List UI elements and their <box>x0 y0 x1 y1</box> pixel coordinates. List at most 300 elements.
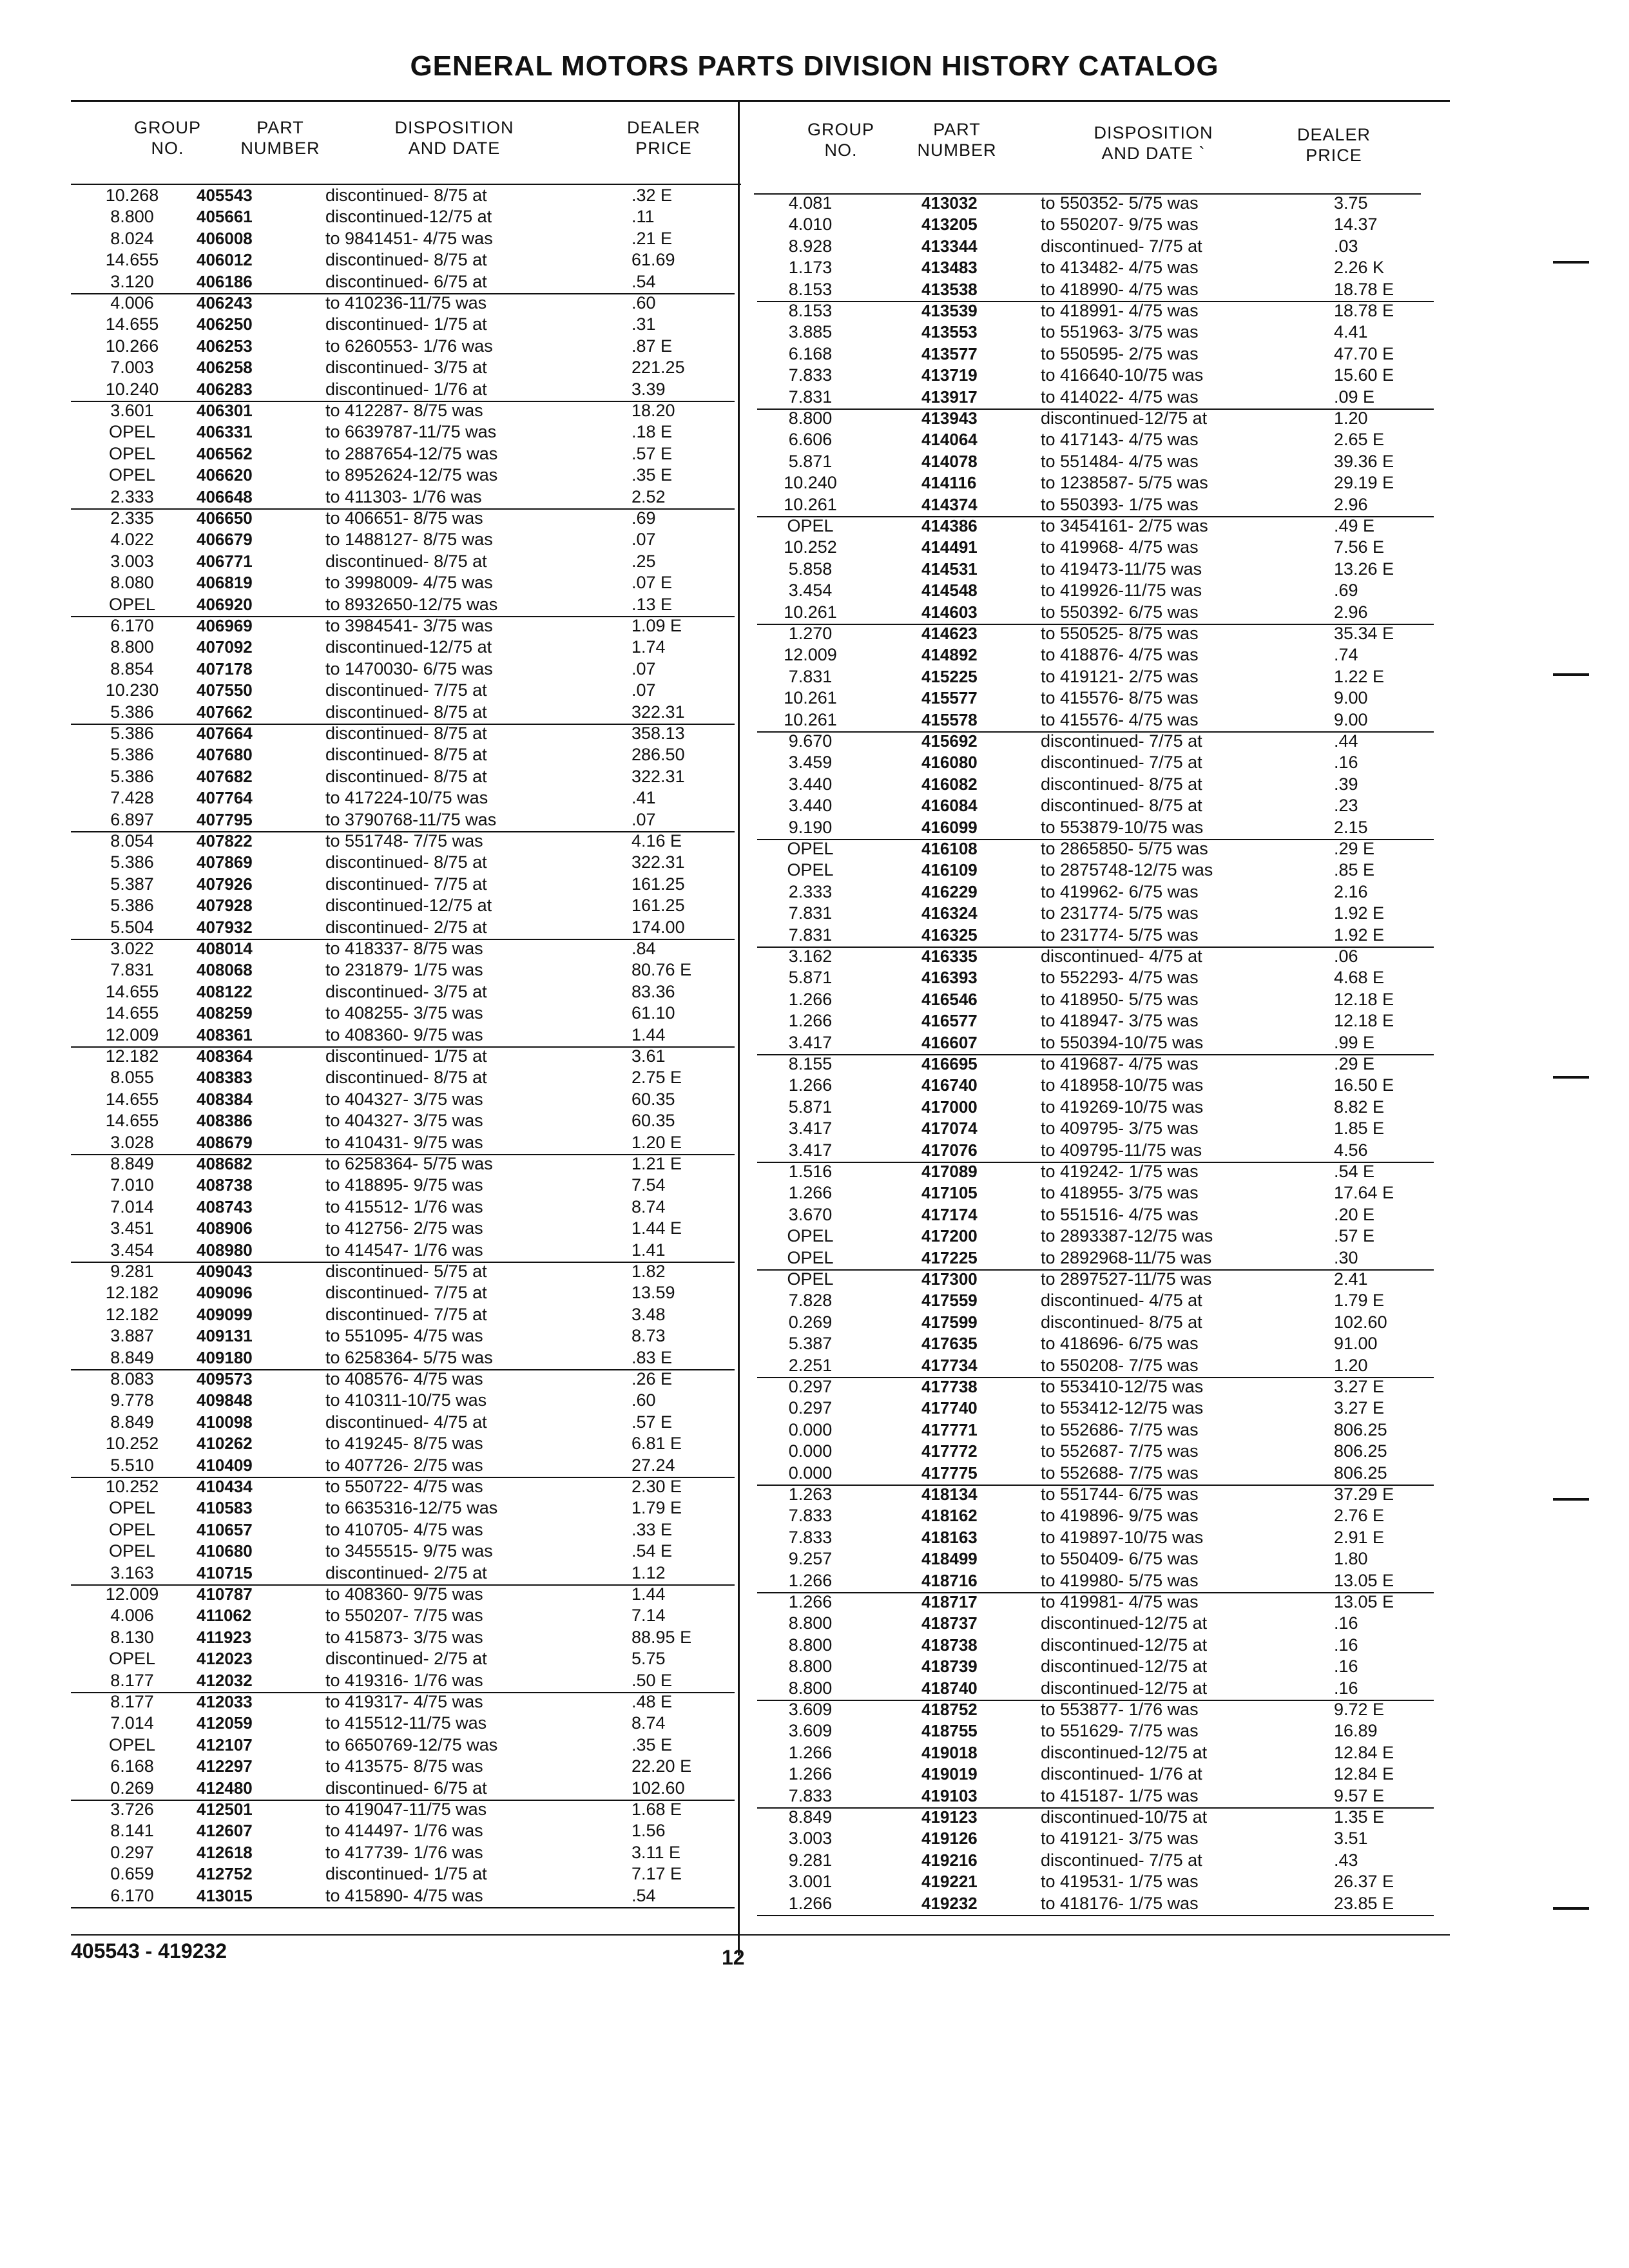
dealer-price: .30 <box>1334 1247 1358 1267</box>
disposition: to 412287- 8/75 was <box>325 401 483 420</box>
group-no: 5.871 <box>788 1097 833 1117</box>
disposition: to 9841451- 4/75 was <box>325 228 493 248</box>
part-number: 406186 <box>197 271 253 291</box>
group-no: 7.831 <box>788 387 833 407</box>
table-row <box>757 925 1434 948</box>
group-no: 3.454 <box>110 1240 154 1260</box>
group-no: OPEL <box>108 1735 156 1754</box>
group-no: 14.655 <box>105 314 159 334</box>
table-row <box>757 667 1434 688</box>
table-row <box>757 1850 1434 1872</box>
part-number: 417734 <box>921 1355 978 1375</box>
table-row <box>71 788 735 809</box>
table-row <box>757 1571 1434 1593</box>
disposition: to 419047-11/75 was <box>325 1800 487 1819</box>
table-row <box>757 1312 1434 1334</box>
table-row <box>71 358 735 379</box>
disposition: to 3455515- 9/75 was <box>325 1541 493 1561</box>
part-number: 406283 <box>197 379 253 399</box>
table-row <box>757 818 1434 840</box>
dealer-price: 22.20 E <box>631 1756 692 1776</box>
table-row <box>757 537 1434 559</box>
dealer-price: 1.20 E <box>631 1132 682 1152</box>
part-number: 407682 <box>197 766 253 786</box>
dealer-price: .35 E <box>631 465 673 485</box>
part-number: 410434 <box>197 1477 253 1496</box>
group-no: 7.828 <box>788 1291 833 1311</box>
disposition: to 412756- 2/75 was <box>325 1218 483 1238</box>
group-no: 3.163 <box>110 1562 154 1582</box>
part-number: 413539 <box>921 301 978 320</box>
dealer-price: .23 <box>1334 796 1358 816</box>
table-row <box>757 1829 1434 1850</box>
dealer-price: 13.05 E <box>1334 1570 1394 1590</box>
part-number: 411923 <box>197 1627 252 1647</box>
part-number: 418162 <box>921 1506 978 1526</box>
part-number: 409573 <box>197 1369 253 1389</box>
disposition: to 553877- 1/76 was <box>1041 1700 1199 1719</box>
group-no: OPEL <box>787 839 834 858</box>
dealer-price: 3.75 <box>1334 193 1368 213</box>
part-number: 417200 <box>921 1226 978 1246</box>
group-no: OPEL <box>108 465 156 485</box>
table-row <box>757 1807 1434 1829</box>
dealer-price: 1.09 E <box>631 616 682 635</box>
group-no: 14.655 <box>105 981 159 1001</box>
group-no: 14.655 <box>105 1111 159 1131</box>
dealer-price: .13 E <box>631 594 673 614</box>
dealer-price: 12.84 E <box>1334 1764 1394 1784</box>
disposition: to 550392- 6/75 was <box>1041 602 1199 622</box>
group-no: 5.387 <box>110 874 154 894</box>
group-no: 4.081 <box>788 193 833 213</box>
part-number: 408682 <box>197 1154 253 1173</box>
group-no: 10.230 <box>105 680 159 700</box>
dealer-price: 2.96 <box>1334 602 1368 622</box>
table-row <box>71 422 735 443</box>
dealer-price: 6.81 E <box>631 1434 682 1454</box>
dealer-price: .33 E <box>631 1519 673 1539</box>
disposition: discontinued- 8/75 at <box>325 1068 487 1088</box>
dealer-price: 35.34 E <box>1334 624 1394 643</box>
table-row <box>71 1434 735 1455</box>
part-number: 407178 <box>197 658 253 678</box>
dealer-price: 806.25 <box>1334 1419 1387 1439</box>
left-part-header: PART NUMBER <box>240 118 320 158</box>
part-number: 414078 <box>921 451 978 471</box>
dealer-price: .03 <box>1334 236 1358 256</box>
table-row <box>71 1821 735 1842</box>
dealer-price: .60 <box>631 293 656 312</box>
dealer-price: .83 E <box>631 1347 673 1367</box>
disposition: discontinued-12/75 at <box>325 637 492 657</box>
disposition: to 1470030- 6/75 was <box>325 658 493 678</box>
table-row <box>71 982 735 1003</box>
dealer-price: .20 E <box>1334 1204 1375 1224</box>
disposition: to 553412-12/75 was <box>1041 1398 1204 1418</box>
group-no: 8.849 <box>788 1807 833 1827</box>
disposition: discontinued-12/75 at <box>1041 1613 1208 1633</box>
table-row <box>71 724 735 745</box>
part-number: 412107 <box>197 1735 253 1754</box>
group-no: 10.240 <box>105 379 159 399</box>
part-number: 416080 <box>921 753 978 773</box>
dealer-price: 1.20 <box>1334 408 1368 428</box>
disposition: to 419316- 1/76 was <box>325 1670 483 1690</box>
disposition: to 418958-10/75 was <box>1041 1075 1204 1095</box>
part-number: 406331 <box>197 422 253 442</box>
disposition: to 408360- 9/75 was <box>325 1584 483 1604</box>
dealer-price: 102.60 <box>631 1778 685 1798</box>
disposition: to 413482- 4/75 was <box>1041 258 1199 278</box>
part-number: 413205 <box>921 215 978 235</box>
disposition: to 414497- 1/76 was <box>325 1821 483 1841</box>
group-no: 8.800 <box>788 1635 833 1655</box>
dealer-price: .16 <box>1334 1613 1358 1633</box>
disposition: discontinued- 3/75 at <box>325 981 487 1001</box>
group-no: 8.024 <box>110 228 154 248</box>
table-row <box>71 465 735 486</box>
table-row <box>757 1463 1434 1486</box>
dealer-price: .07 E <box>631 573 673 593</box>
part-number: 418163 <box>921 1527 978 1547</box>
group-no: OPEL <box>108 1541 156 1561</box>
dealer-price: 3.11 E <box>631 1842 681 1862</box>
dealer-price: 5.75 <box>631 1649 666 1669</box>
group-no: 0.000 <box>788 1419 833 1439</box>
table-row <box>71 1778 735 1801</box>
group-no: 7.831 <box>788 925 833 945</box>
part-number: 413483 <box>921 258 978 278</box>
disposition: discontinued- 1/76 at <box>1041 1764 1202 1784</box>
part-number: 406969 <box>197 616 253 635</box>
dealer-price: 16.50 E <box>1334 1075 1394 1095</box>
group-no: OPEL <box>108 443 156 463</box>
group-no: 14.655 <box>105 250 159 270</box>
table-row <box>71 595 735 617</box>
table-row <box>757 774 1434 796</box>
table-row <box>71 250 735 271</box>
group-no: 8.083 <box>110 1369 154 1389</box>
part-number: 417771 <box>921 1419 978 1439</box>
disposition: to 408255- 3/75 was <box>325 1003 483 1023</box>
disposition: discontinued-12/75 at <box>1041 1742 1208 1762</box>
dealer-price: 12.84 E <box>1334 1742 1394 1762</box>
group-no: 10.252 <box>105 1477 159 1496</box>
disposition: to 418955- 3/75 was <box>1041 1183 1199 1203</box>
part-number: 418739 <box>921 1657 978 1677</box>
table-row <box>71 939 735 960</box>
part-number: 409099 <box>197 1304 253 1324</box>
dealer-price: 2.30 E <box>631 1477 682 1496</box>
table-row <box>757 1269 1434 1291</box>
part-number: 413553 <box>921 322 978 342</box>
group-no: 8.854 <box>110 658 154 678</box>
table-row <box>71 1606 735 1627</box>
disposition: to 418895- 9/75 was <box>325 1175 483 1195</box>
part-number: 419019 <box>921 1764 978 1784</box>
dealer-price: 26.37 E <box>1334 1872 1394 1892</box>
part-number: 408122 <box>197 981 253 1001</box>
disposition: to 2865850- 5/75 was <box>1041 839 1208 858</box>
part-number: 406650 <box>197 508 253 528</box>
group-no: 1.266 <box>788 1764 833 1784</box>
group-no: 0.297 <box>788 1377 833 1396</box>
group-no: 3.601 <box>110 401 154 420</box>
disposition: to 418950- 5/75 was <box>1041 989 1199 1009</box>
dealer-price: 1.20 <box>1334 1355 1368 1375</box>
group-no: OPEL <box>787 1226 834 1246</box>
table-row <box>71 1800 735 1821</box>
table-row <box>757 882 1434 903</box>
dealer-price: 806.25 <box>1334 1463 1387 1483</box>
group-no: 8.177 <box>110 1692 154 1711</box>
disposition: discontinued- 8/75 at <box>325 745 487 765</box>
part-number: 413943 <box>921 408 978 428</box>
group-no: 10.261 <box>784 602 837 622</box>
table-row <box>757 215 1434 236</box>
part-number: 407869 <box>197 852 253 872</box>
part-number: 417174 <box>921 1204 978 1224</box>
part-number: 412297 <box>197 1756 253 1776</box>
part-number: 408014 <box>197 939 253 958</box>
part-number: 412059 <box>197 1713 253 1733</box>
part-number: 416324 <box>921 903 978 923</box>
dealer-price: 29.19 E <box>1334 473 1394 493</box>
table-row <box>757 1613 1434 1635</box>
disposition: to 550595- 2/75 was <box>1041 343 1199 363</box>
dealer-price: 8.74 <box>631 1713 666 1733</box>
part-number: 412618 <box>197 1842 253 1862</box>
group-no: 4.006 <box>110 1606 154 1626</box>
disposition: to 6258364- 5/75 was <box>325 1347 493 1367</box>
table-row <box>71 1671 735 1693</box>
disposition: to 415576- 4/75 was <box>1041 709 1199 729</box>
group-no: 1.266 <box>788 1183 833 1203</box>
table-row <box>757 1291 1434 1312</box>
part-number: 406008 <box>197 228 253 248</box>
disposition: discontinued-12/75 at <box>1041 1635 1208 1655</box>
table-row <box>757 968 1434 989</box>
disposition: to 419687- 4/75 was <box>1041 1054 1199 1073</box>
table-row <box>757 1119 1434 1140</box>
dealer-price: 322.31 <box>631 766 685 786</box>
part-number: 418737 <box>921 1613 978 1633</box>
dealer-price: 1.85 E <box>1334 1119 1385 1139</box>
part-number: 409180 <box>197 1347 253 1367</box>
table-row <box>71 229 735 250</box>
part-number: 418499 <box>921 1549 978 1569</box>
disposition: to 419926-11/75 was <box>1041 581 1202 601</box>
dealer-price: .16 <box>1334 1678 1358 1698</box>
dealer-price: 8.82 E <box>1334 1097 1385 1117</box>
group-no: 8.141 <box>110 1821 154 1841</box>
disposition: discontinued- 4/75 at <box>325 1412 487 1432</box>
dealer-price: 3.51 <box>1334 1829 1368 1849</box>
disposition: to 408576- 4/75 was <box>325 1369 483 1389</box>
dealer-price: .54 <box>631 1885 656 1905</box>
disposition: discontinued- 8/75 at <box>325 250 487 270</box>
table-row <box>757 624 1434 645</box>
group-no: 8.800 <box>788 1613 833 1633</box>
dealer-price: .54 <box>631 271 656 291</box>
disposition: to 552688- 7/75 was <box>1041 1463 1199 1483</box>
table-row <box>757 1356 1434 1378</box>
dealer-price: 7.14 <box>631 1606 666 1626</box>
table-row <box>757 473 1434 494</box>
part-number: 418752 <box>921 1700 978 1719</box>
disposition: discontinued- 3/75 at <box>325 358 487 378</box>
group-no: 3.440 <box>788 796 833 816</box>
group-no: 10.261 <box>784 709 837 729</box>
group-no: 6.897 <box>110 809 154 829</box>
dealer-price: .69 <box>631 508 656 528</box>
dealer-price: 1.22 E <box>1334 666 1385 686</box>
part-number: 414386 <box>921 516 978 535</box>
part-number: 409043 <box>197 1262 253 1281</box>
group-no: 5.871 <box>788 968 833 988</box>
table-row <box>71 1175 735 1196</box>
dealer-price: 2.65 E <box>1334 430 1385 450</box>
table-row <box>71 1326 735 1347</box>
table-row <box>757 1721 1434 1742</box>
disposition: to 551095- 4/75 was <box>325 1326 483 1346</box>
dealer-price: 2.91 E <box>1334 1527 1385 1547</box>
part-number: 410787 <box>197 1584 253 1604</box>
part-number: 408980 <box>197 1240 253 1260</box>
group-no: 7.833 <box>788 1506 833 1526</box>
group-no: 3.459 <box>788 753 833 773</box>
group-no: 6.606 <box>788 430 833 450</box>
dealer-price: .57 E <box>631 443 673 463</box>
group-no: 9.670 <box>788 731 833 751</box>
part-number: 414116 <box>921 473 977 493</box>
part-number: 416082 <box>921 774 978 794</box>
part-number: 410715 <box>197 1562 253 1582</box>
disposition: to 551744- 6/75 was <box>1041 1485 1199 1504</box>
disposition: to 6650769-12/75 was <box>325 1735 498 1754</box>
part-number: 412607 <box>197 1821 253 1841</box>
right-disp-header: DISPOSITION AND DATE ` <box>1094 123 1213 163</box>
group-no: 8.153 <box>788 279 833 299</box>
dealer-price: .25 <box>631 551 656 571</box>
table-row <box>757 1420 1434 1441</box>
part-number: 405543 <box>197 186 253 205</box>
group-no: 0.000 <box>788 1463 833 1483</box>
part-number: 414374 <box>921 494 978 514</box>
part-number: 417105 <box>921 1183 978 1203</box>
group-no: 5.510 <box>110 1455 154 1475</box>
table-row <box>757 344 1434 365</box>
part-number: 416229 <box>921 881 978 901</box>
disposition: to 418991- 4/75 was <box>1041 301 1199 320</box>
dealer-price: .60 <box>631 1390 656 1410</box>
table-row <box>757 1549 1434 1570</box>
disposition: to 1238587- 5/75 was <box>1041 473 1208 493</box>
dealer-price: 2.75 E <box>631 1068 682 1088</box>
dealer-price: 161.25 <box>631 874 685 894</box>
dealer-price: .50 E <box>631 1670 673 1690</box>
disposition: discontinued- 8/75 at <box>1041 796 1202 816</box>
table-row <box>757 1764 1434 1785</box>
disposition: to 6260553- 1/76 was <box>325 336 493 356</box>
group-no: 5.871 <box>788 451 833 471</box>
group-no: 3.003 <box>110 551 154 571</box>
part-number: 416108 <box>921 839 978 858</box>
disposition: to 419269-10/75 was <box>1041 1097 1204 1117</box>
disposition: to 418337- 8/75 was <box>325 939 483 958</box>
group-no: 8.800 <box>110 207 154 227</box>
dealer-price: 322.31 <box>631 702 685 722</box>
dealer-price: 1.74 <box>631 637 666 657</box>
part-number: 416335 <box>921 947 978 966</box>
disposition: to 409795- 3/75 was <box>1041 1119 1199 1139</box>
table-row <box>757 1097 1434 1119</box>
part-number: 412480 <box>197 1778 253 1798</box>
disposition: to 550208- 7/75 was <box>1041 1355 1199 1375</box>
disposition: to 553879-10/75 was <box>1041 817 1204 837</box>
table-row <box>71 1713 735 1735</box>
table-row <box>71 831 735 852</box>
table-row <box>71 874 735 896</box>
dealer-price: .87 E <box>631 336 673 356</box>
disposition: discontinued- 6/75 at <box>325 1778 487 1798</box>
table-row <box>757 559 1434 581</box>
group-no: 5.386 <box>110 745 154 765</box>
table-row <box>71 1197 735 1218</box>
table-row <box>71 1498 735 1519</box>
disposition: to 6635316-12/75 was <box>325 1498 498 1518</box>
margin-mark <box>1553 1498 1589 1501</box>
table-row <box>71 1154 735 1175</box>
table-row <box>757 1894 1434 1916</box>
table-row <box>757 1334 1434 1355</box>
part-number: 410262 <box>197 1434 253 1454</box>
table-row <box>757 731 1434 753</box>
disposition: to 419896- 9/75 was <box>1041 1506 1199 1526</box>
part-number: 417074 <box>921 1119 978 1139</box>
part-number: 407926 <box>197 874 253 894</box>
dealer-price: 1.79 E <box>631 1498 682 1518</box>
group-no: 3.609 <box>788 1700 833 1719</box>
part-number: 408738 <box>197 1175 253 1195</box>
group-no: 2.333 <box>110 486 154 506</box>
part-number: 416695 <box>921 1054 978 1073</box>
disposition: discontinued- 4/75 at <box>1041 947 1202 966</box>
group-no: 7.833 <box>788 1785 833 1805</box>
disposition: to 415576- 8/75 was <box>1041 688 1199 708</box>
part-number: 407764 <box>197 788 253 808</box>
disposition: discontinued- 2/75 at <box>325 917 487 937</box>
dealer-price: .84 <box>631 939 656 958</box>
dealer-price: 161.25 <box>631 896 685 916</box>
dealer-price: 102.60 <box>1334 1312 1387 1332</box>
dealer-price: 9.57 E <box>1334 1785 1385 1805</box>
part-number: 418716 <box>921 1570 978 1590</box>
table-row <box>757 387 1434 410</box>
dealer-price: 4.56 <box>1334 1140 1368 1160</box>
part-number: 407662 <box>197 702 253 722</box>
part-number: 415225 <box>921 666 978 686</box>
group-no: 8.849 <box>110 1347 154 1367</box>
left-group-header: GROUP NO. <box>133 118 201 158</box>
group-no: 6.168 <box>788 343 833 363</box>
part-number: 417559 <box>921 1291 978 1311</box>
part-number: 418738 <box>921 1635 978 1655</box>
table-row <box>71 1068 735 1089</box>
dealer-price: .57 E <box>631 1412 673 1432</box>
group-no: 2.335 <box>110 508 154 528</box>
